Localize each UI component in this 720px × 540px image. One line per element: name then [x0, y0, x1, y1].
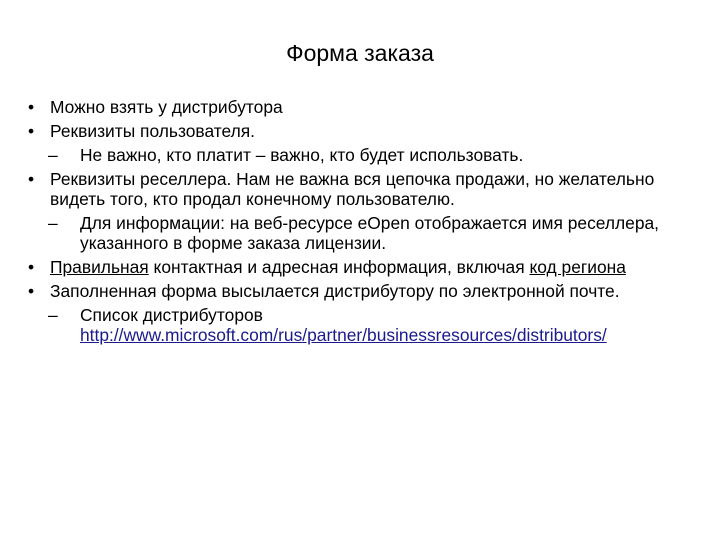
- sub-item-text: Список дистрибуторов: [80, 305, 263, 325]
- bullet-icon: •: [28, 121, 35, 141]
- sub-item-eopen-info: [28, 213, 700, 253]
- slide-title: Форма заказа: [286, 40, 434, 66]
- bullet-icon: •: [28, 281, 35, 301]
- distributors-link[interactable]: http://www.microsoft.com/rus/partner/businessresources/distributors/: [80, 325, 607, 345]
- bullet-text: Реквизиты реселлера. Нам не важна вся цепочка продажи, но желательно видеть того, кто продал конечному пользователю.: [50, 169, 655, 209]
- bullet-text: Реквизиты пользователя.: [50, 121, 256, 141]
- sub-item-distributor-list: [28, 305, 700, 345]
- bullet-text: Заполненная форма высылается дистрибутору по электронной почте.: [50, 281, 620, 301]
- bullet-list: [28, 97, 700, 349]
- dash-icon: –: [48, 305, 58, 325]
- bullet-icon: •: [28, 169, 35, 189]
- bullet-icon: •: [28, 257, 35, 277]
- dash-icon: –: [48, 213, 58, 233]
- bullet-item-contact-info: [28, 257, 700, 277]
- bullet-text: Можно взять у дистрибутора: [50, 97, 283, 117]
- sub-item-text: Для информации: на веб-ресурсе eOpen отображается имя реселлера, указанного в форме заказа лицензии.: [80, 213, 660, 253]
- bullet-item-reseller-details: [28, 169, 700, 209]
- bullet-text-middle: контактная и адресная информация, включая: [148, 257, 530, 277]
- dash-icon: –: [48, 145, 58, 165]
- underlined-phrase-region-code: код региона: [529, 257, 626, 277]
- bullet-icon: •: [28, 97, 35, 117]
- underlined-word-correct: Правильная: [50, 257, 149, 277]
- bullet-item-user-details: [28, 121, 700, 141]
- sub-item-text: Не важно, кто платит – важно, кто будет использовать.: [80, 145, 524, 165]
- bullet-item-distributor: [28, 97, 700, 117]
- bullet-item-form-sent: [28, 281, 700, 301]
- sub-item-who-pays: [28, 145, 700, 165]
